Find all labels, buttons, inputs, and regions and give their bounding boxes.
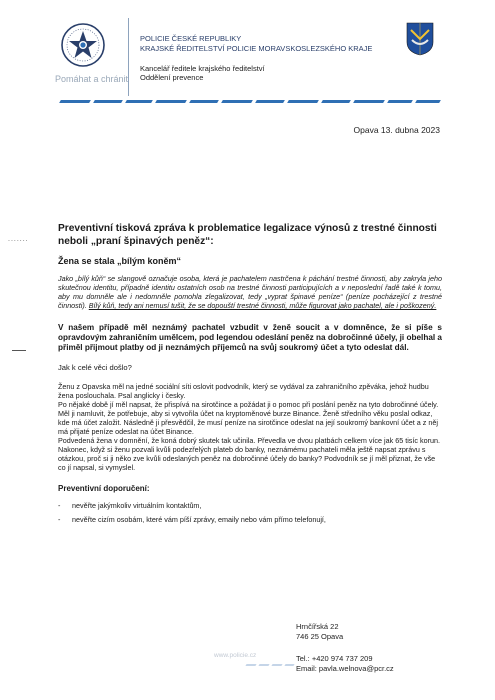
regional-crest-icon <box>406 22 434 56</box>
department-unit: Oddělení prevence <box>140 73 204 82</box>
footer-contact <box>296 654 394 673</box>
footer-website-link[interactable]: www.policie.cz <box>214 652 257 659</box>
header-stripe <box>60 100 440 103</box>
question-line: Jak k celé věci došlo? <box>58 363 132 372</box>
document-date: Opava 13. dubna 2023 <box>353 125 440 135</box>
organization-name: POLICIE ČESKÉ REPUBLIKY <box>140 34 242 43</box>
press-release-title: Preventivní tisková zpráva k problematice legalizace výnosů z trestné činnosti neboli „praní špinavých peněz“: <box>58 223 437 247</box>
police-star-logo-icon <box>60 22 106 68</box>
contact-email-link[interactable]: Email: pavla.welnova@pcr.cz <box>296 663 394 673</box>
story-paragraph: Měl ji namluvit, že potřebuje, aby si vytvořila účet na kryptoměnové burze Binance. Ženě středního věku poslal odkaz, kde má účet založit. Následně ji přesvědčil, že musí peníze na sirotčince odeslat na její soukromý bankovní účet a z něj má přijaté peníze odeslat na účet Binance. <box>58 409 438 436</box>
margin-mark: ....... <box>8 236 29 243</box>
contact-phone: Tel.: +420 974 737 209 <box>296 654 373 663</box>
prevention-heading: Preventivní doporučení: <box>58 484 150 493</box>
prevention-list <box>58 501 442 524</box>
motto-text: Pomáhat a chránit <box>55 74 129 84</box>
intro-text: Jako „bílý kůň“ se slangově označuje osoba, která je pachatelem nastrčena k páchání trestné činnosti, aby zakryla jeho skutečnou identitu, případně identitu ostatních osob na trestné činnosti participujících a v neposlední řadě také k tomu, aby mu domněle ale i nedomněle pomohla zlegalizovat, tedy „vyprat špinavé peníze“ (peníze pocházející z trestné činnosti). <box>58 274 442 310</box>
story-paragraph: Nakonec, když si ženu pozvali kvůli podezřelých plateb do banky, neznámému pachateli měla ještě napsat zprávu s otázkou, proč si ji něko zve kvůli odeslaných peněz na dobročinné účely do banky? Podvodník se jí měl přiznat, že vše co jí napsal, si vymyslel. <box>58 445 436 472</box>
footer-address <box>296 622 343 641</box>
story-section <box>58 382 442 472</box>
organization-subname: KRAJSKÉ ŘEDITELSTVÍ POLICIE MORAVSKOSLEZSKÉHO KRAJE <box>140 44 373 53</box>
intro-underlined-text: Bílý kůň, tedy ani nemusí tušit, že se dopouští trestné činnosti, může figurovat jako pachatel, ale i poškozený. <box>88 301 437 310</box>
prevention-item: - nevěřte cizím osobám, které vám píší zprávy, emaily nebo vám přímo telefonují, <box>58 515 442 524</box>
lead-paragraph: V našem případě měl neznámý pachatel vzbudit v ženě soucit a v domněnce, že si píše s opravdovým zahraničním umělcem, pod legendou odeslání peněz na dobročinné účely, ji obelhal a přiměl přijmout platby od ji neznámých příjemců na svůj soukromý účet a tyto odeslat dál. <box>58 323 442 352</box>
margin-dash <box>12 350 26 351</box>
prevention-item: - nevěřte jakýmkoliv virtuálním kontaktům, <box>58 501 442 510</box>
story-paragraph: Podvedená žena v domnění, že koná dobrý skutek tak učinila. Převedla ve dvou platbách celkem více jak 65 tisíc korun. <box>58 436 440 445</box>
department-name: Kancelář ředitele krajského ředitelství <box>140 64 265 73</box>
footer-stripe <box>246 664 294 666</box>
header-divider <box>128 18 129 96</box>
address-city: 746 25 Opava <box>296 631 344 641</box>
press-release-subtitle: Žena se stala „bílým koněm“ <box>58 256 182 266</box>
story-paragraph: Po nějaké době jí měl napsat, že přispívá na sirotčince a požádat ji o pomoc při poslání peněz na tyto dobročinné účely. <box>58 400 439 409</box>
address-street: Hrnčířská 22 <box>296 622 339 631</box>
intro-paragraph <box>58 274 442 310</box>
document-body <box>58 222 442 529</box>
story-paragraph: Ženu z Opavska měl na jedné sociální síti oslovit podvodník, který se vydával za zahraničního zpěváka, jehož hudbu žena poslouchala. Psal anglicky i česky. <box>58 382 429 400</box>
